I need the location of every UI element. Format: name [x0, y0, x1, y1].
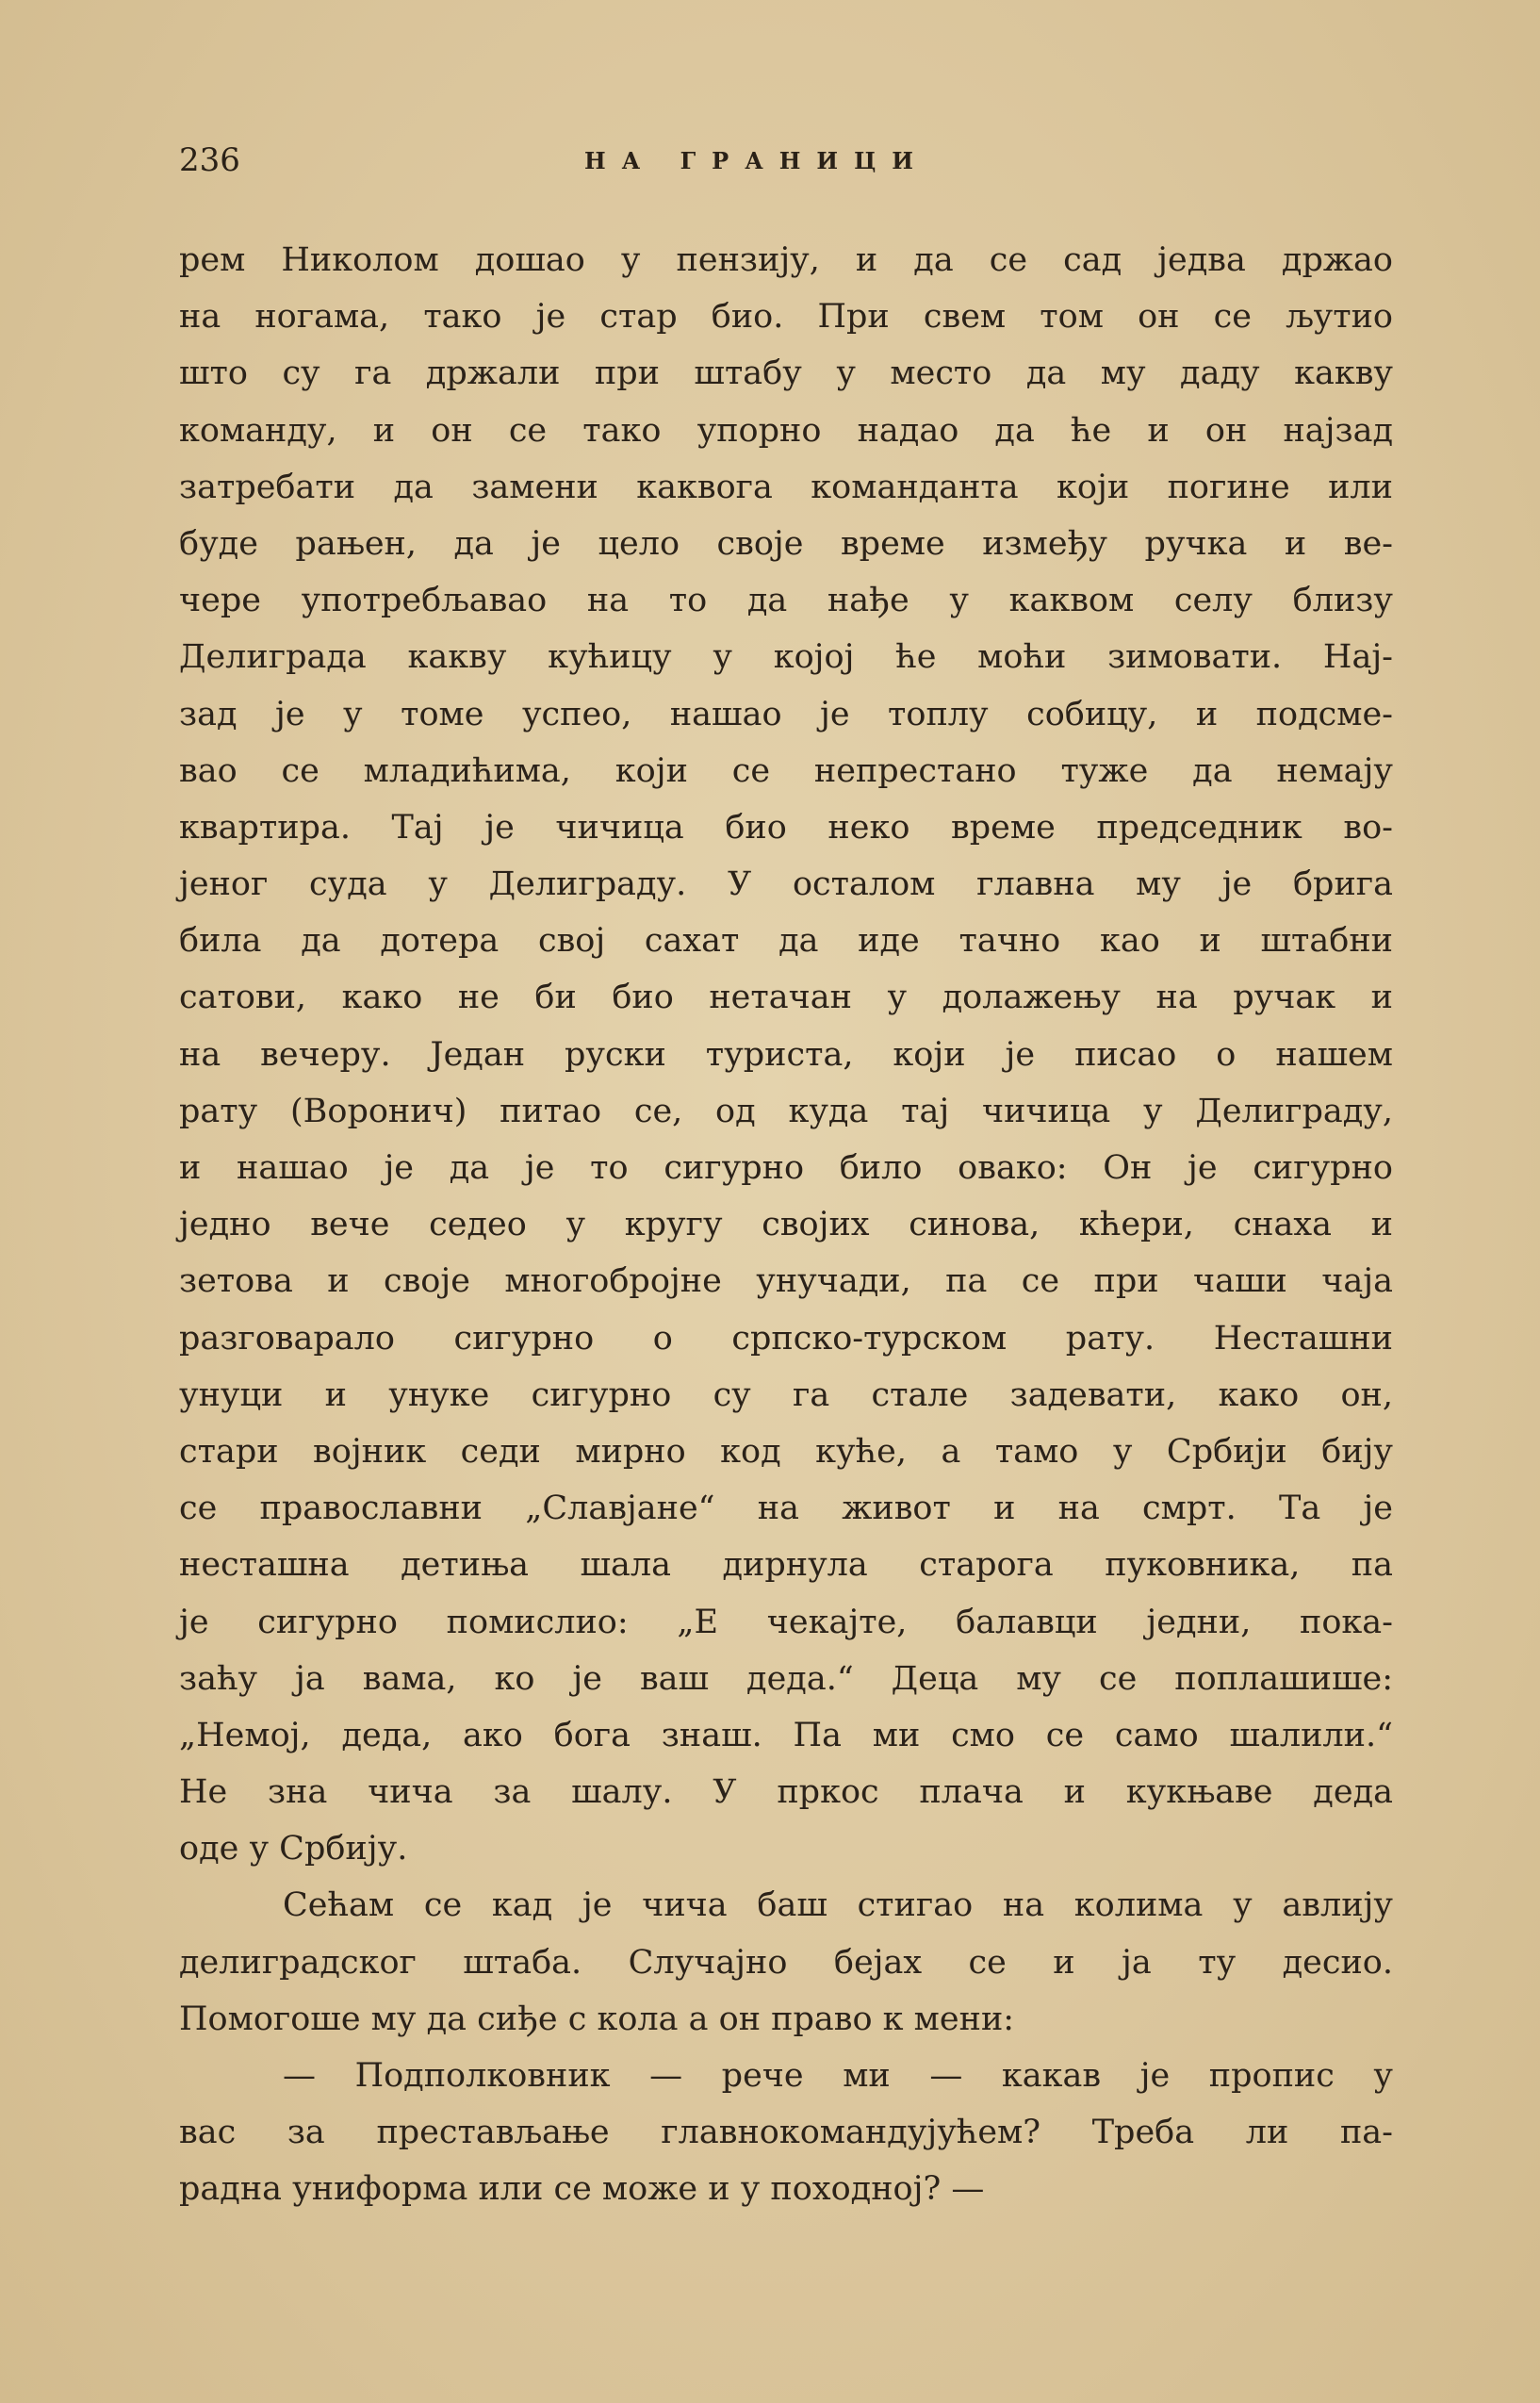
text-line: зад је у томе успео, нашао је топлу собицу, и подсме-	[179, 695, 1393, 733]
text-line: квартира. Тај је чичица био неко време председник во-	[179, 808, 1393, 847]
text-line: „Немој, деда, ако бога знаш. Па ми смо се само шалили.“	[179, 1716, 1393, 1754]
text-line: — Подполковник — рече ми — какав је пропис у	[283, 2057, 1393, 2095]
text-line: оде у Србију.	[179, 1830, 408, 1868]
text-line: Помогоше му да сиђе с кола а он право к мени:	[179, 2000, 1015, 2038]
page-number: 236	[179, 141, 240, 179]
text-line: на вечеру. Један руски туриста, који је писао о нашем	[179, 1035, 1393, 1074]
text-line: Делиграда какву кућицу у којој ће моћи зимовати. Нај-	[179, 638, 1393, 677]
text-line: се православни „Славјане“ на живот и на смрт. Та је	[179, 1490, 1393, 1528]
text-line: јеног суда у Делиграду. У осталом главна му је брига	[179, 865, 1393, 904]
text-line: зетова и своје многобројне унучади, па се при чаши чаја	[179, 1262, 1393, 1301]
text-line: делиградског штаба. Случајно бејах се и ја ту десио.	[179, 1943, 1393, 1982]
text-line: рем Николом дошао у пензију, и да се сад једва држао	[179, 241, 1393, 279]
text-line: радна униформа или се може и у походној? —	[179, 2170, 985, 2209]
page-header	[179, 141, 1404, 187]
text-line: затребати да замени каквога команданта који погине или	[179, 468, 1393, 506]
text-line: буде рањен, да је цело своје време између ручка и ве-	[179, 524, 1393, 563]
text-line: Не зна чича за шалу. У пркос плача и кукњаве деда	[179, 1773, 1393, 1812]
text-line: Сећам се кад је чича баш стигао на колима у авлију	[283, 1886, 1393, 1925]
text-line: унуци и унуке сигурно су га стале задевати, како он,	[179, 1375, 1393, 1414]
text-line: чере употребљавао на то да нађе у каквом селу близу	[179, 582, 1393, 620]
text-line: била да дотера свој сахат да иде тачно као и штабни	[179, 922, 1393, 961]
text-line: сатови, како не би био нетачан у долажењу на ручак и	[179, 979, 1393, 1017]
text-line: стари војник седи мирно код куће, а тамо у Србији бију	[179, 1432, 1393, 1471]
text-line: вас за престављање главнокомандујућем? Треба ли па-	[179, 2114, 1393, 2152]
text-line: рату (Воронич) питао се, од куда тај чичица у Делиграду,	[179, 1092, 1393, 1130]
text-line: заћу ја вама, ко је ваш деда.“ Деца му се поплашише:	[179, 1659, 1393, 1698]
text-line: једно вече седео у кругу својих синова, кћери, снаха и	[179, 1206, 1393, 1244]
text-line: на ногама, тако је стар био. При свем том он се љутио	[179, 298, 1393, 337]
text-line: и нашао је да је то сигурно било овако: Он је сигурно	[179, 1149, 1393, 1187]
running-title: НА ГРАНИЦИ	[584, 147, 929, 174]
body-text	[179, 232, 1393, 2218]
text-line: је сигурно помислио: „Е чекајте, балавци једни, пока-	[179, 1603, 1393, 1641]
text-line: вао се младићима, који се непрестано туже да немају	[179, 751, 1393, 790]
text-line: што су га држали при штабу у место да му даду какву	[179, 354, 1393, 393]
text-line: несташна детиња шала дирнула старога пуковника, па	[179, 1546, 1393, 1585]
text-line: разговарало сигурно о српско-турском рату. Несташни	[179, 1319, 1393, 1358]
text-line: команду, и он се тако упорно надао да ће и он најзад	[179, 411, 1393, 450]
